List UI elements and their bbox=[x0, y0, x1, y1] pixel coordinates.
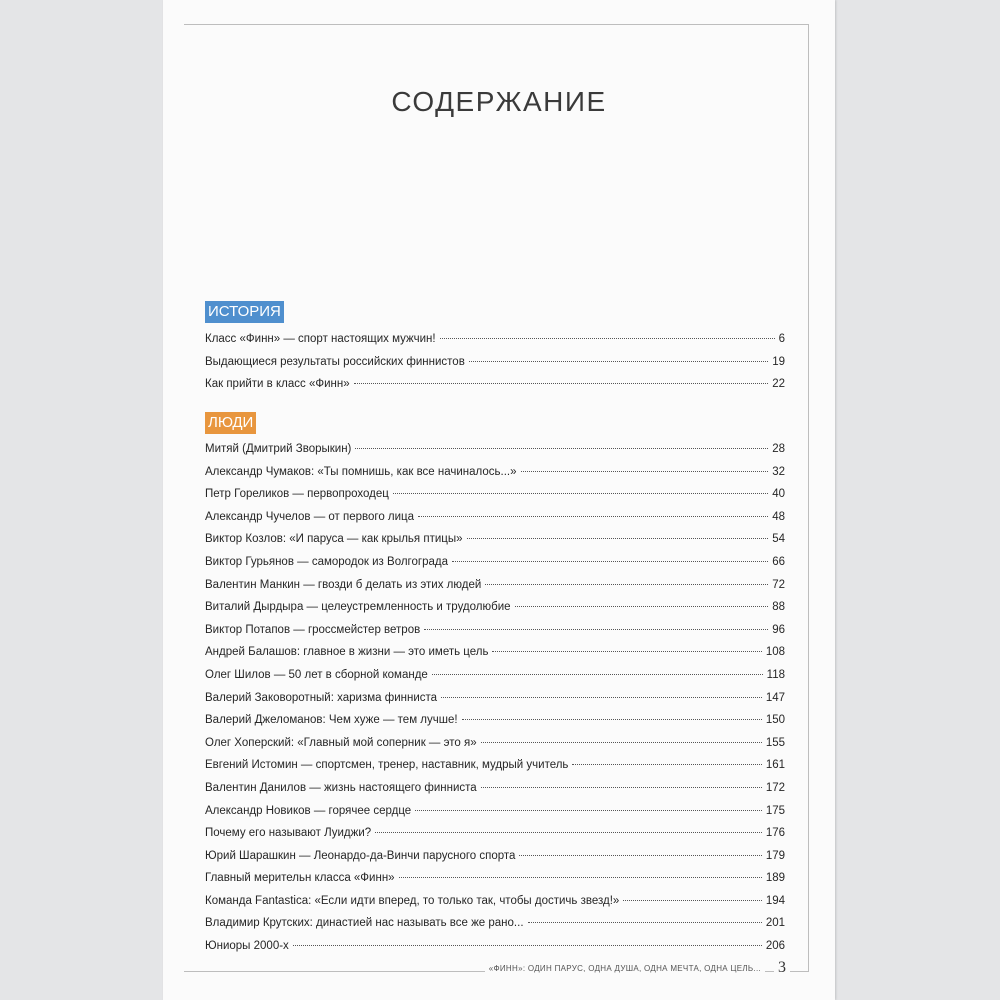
toc-entry bbox=[205, 872, 785, 895]
toc-entry bbox=[205, 782, 785, 805]
toc-entry-title: Александр Чучелов — от первого лица bbox=[205, 510, 415, 523]
book-page bbox=[163, 0, 835, 1000]
dot-leader bbox=[467, 538, 769, 539]
dot-leader bbox=[515, 606, 769, 607]
dot-leader bbox=[481, 742, 762, 743]
toc-entry-title: Евгений Истомин — спортсмен, тренер, наставник, мудрый учитель bbox=[205, 759, 569, 772]
toc-entry-title: Митяй (Дмитрий Зворыкин) bbox=[205, 443, 352, 455]
toc-entry-page: 19 bbox=[772, 355, 785, 368]
toc-entry bbox=[205, 601, 785, 624]
footer-running-title: «ФИНН»: ОДИН ПАРУС, ОДНА ДУША, ОДНА МЕЧТА, ОДНА ЦЕЛЬ... bbox=[485, 964, 765, 973]
toc-entry bbox=[205, 940, 785, 963]
toc-entry-title: Андрей Балашов: главное в жизни — это иметь цель bbox=[205, 646, 489, 659]
dot-leader bbox=[355, 448, 768, 449]
dot-leader bbox=[432, 674, 763, 675]
dot-leader bbox=[492, 651, 761, 652]
toc-entry bbox=[205, 624, 785, 647]
toc-entry-page: 118 bbox=[766, 668, 785, 681]
dot-leader bbox=[623, 900, 761, 901]
toc-entry bbox=[205, 850, 785, 873]
toc-entry-page: 88 bbox=[772, 601, 785, 614]
toc-entry-title: Команда Fantastica: «Если идти вперед, то только так, чтобы достичь звезд!» bbox=[205, 894, 620, 907]
toc-entry-title: Валентин Манкин — гвозди б делать из этих людей bbox=[205, 578, 482, 591]
toc-entry bbox=[205, 669, 785, 692]
toc-entry-page: 206 bbox=[765, 940, 785, 953]
toc-entry-title: Виктор Гурьянов — самородок из Волгограда bbox=[205, 555, 448, 568]
toc-list-people bbox=[205, 443, 785, 963]
dot-leader bbox=[572, 764, 761, 765]
toc-entry-title: Валерий Джеломанов: Чем хуже — тем лучше! bbox=[205, 714, 458, 727]
dot-leader bbox=[441, 697, 762, 698]
toc-entry-page: 201 bbox=[765, 917, 785, 930]
toc-entry-page: 179 bbox=[765, 849, 785, 862]
toc-entry bbox=[205, 443, 785, 466]
toc-entry-title: Петр Гореликов — первопроходец bbox=[205, 488, 389, 501]
toc-entry bbox=[205, 827, 785, 850]
page-number: 3 bbox=[774, 959, 790, 977]
toc-entry-title: Олег Шилов — 50 лет в сборной команде bbox=[205, 668, 428, 681]
dot-leader bbox=[393, 493, 768, 494]
toc-entry-title: Юрий Шарашкин — Леонардо-да-Винчи парусного спорта bbox=[205, 849, 516, 862]
toc-entry-title: Юниоры 2000-х bbox=[205, 940, 289, 953]
toc-entry-title: Почему его называют Луиджи? bbox=[205, 827, 372, 840]
toc-entry-page: 32 bbox=[772, 465, 785, 478]
toc-entry bbox=[205, 356, 785, 379]
toc-entry-page: 155 bbox=[765, 736, 785, 749]
dot-leader bbox=[354, 383, 769, 384]
toc-entry-title: Валентин Данилов — жизнь настоящего финниста bbox=[205, 781, 477, 794]
toc-entry bbox=[205, 556, 785, 579]
toc-entry-page: 108 bbox=[765, 646, 785, 659]
dot-leader bbox=[440, 338, 775, 339]
dot-leader bbox=[452, 561, 768, 562]
toc-entry-title: Виктор Козлов: «И паруса — как крылья птицы» bbox=[205, 533, 463, 546]
toc-entry-title: Как прийти в класс «Финн» bbox=[205, 378, 350, 391]
toc-entry bbox=[205, 895, 785, 918]
toc-entry-page: 22 bbox=[772, 378, 785, 391]
section-label-history: ИСТОРИЯ bbox=[205, 301, 284, 323]
toc-entry-page: 66 bbox=[772, 555, 785, 568]
toc-entry bbox=[205, 737, 785, 760]
dot-leader bbox=[519, 855, 761, 856]
toc-entry-page: 96 bbox=[772, 623, 785, 636]
toc-entry-title: Главный мерительн класса «Финн» bbox=[205, 872, 395, 885]
page-footer bbox=[163, 959, 835, 979]
toc-entry-title: Олег Хоперский: «Главный мой соперник — это я» bbox=[205, 736, 477, 749]
dot-leader bbox=[481, 787, 762, 788]
toc-entry-page: 28 bbox=[772, 443, 785, 455]
page-title: СОДЕРЖАНИЕ bbox=[391, 86, 607, 117]
toc-entry bbox=[205, 692, 785, 715]
dot-leader bbox=[462, 719, 762, 720]
toc-entry bbox=[205, 579, 785, 602]
dot-leader bbox=[375, 832, 762, 833]
dot-leader bbox=[424, 629, 768, 630]
toc-entry bbox=[205, 378, 785, 401]
dot-leader bbox=[415, 810, 762, 811]
toc-entry-page: 172 bbox=[765, 781, 785, 794]
toc-list-history bbox=[205, 333, 785, 401]
toc-entry-title: Класс «Финн» — спорт настоящих мужчин! bbox=[205, 333, 436, 345]
dot-leader bbox=[469, 361, 768, 362]
dot-leader bbox=[528, 922, 762, 923]
dot-leader bbox=[293, 945, 762, 946]
dot-leader bbox=[418, 516, 768, 517]
dot-leader bbox=[399, 877, 762, 878]
toc-entry bbox=[205, 511, 785, 534]
toc-entry-page: 176 bbox=[765, 827, 785, 840]
toc-entry bbox=[205, 466, 785, 489]
toc-entry-title: Виталий Дырдыра — целеустремленность и трудолюбие bbox=[205, 601, 511, 614]
toc-entry bbox=[205, 714, 785, 737]
toc-entry bbox=[205, 759, 785, 782]
toc-entry-title: Александр Новиков — горячее сердце bbox=[205, 804, 412, 817]
toc-entry bbox=[205, 646, 785, 669]
toc-entry bbox=[205, 333, 785, 356]
toc-entry-title: Александр Чумаков: «Ты помнишь, как все начиналось...» bbox=[205, 465, 517, 478]
toc-entry bbox=[205, 488, 785, 511]
toc-entry-page: 194 bbox=[765, 894, 785, 907]
toc-entry-title: Виктор Потапов — гроссмейстер ветров bbox=[205, 623, 421, 636]
dot-leader bbox=[521, 471, 769, 472]
toc-entry-title: Выдающиеся результаты российских финнистов bbox=[205, 355, 465, 368]
section-label-people: ЛЮДИ bbox=[205, 412, 256, 434]
toc-entry-page: 189 bbox=[765, 872, 785, 885]
toc-entry bbox=[205, 917, 785, 940]
toc-entry-page: 175 bbox=[765, 804, 785, 817]
toc-entry bbox=[205, 533, 785, 556]
toc-entry-page: 6 bbox=[778, 333, 785, 345]
toc-entry bbox=[205, 805, 785, 828]
toc-entry-page: 48 bbox=[772, 510, 785, 523]
toc-entry-title: Владимир Крутских: династией нас называть все же рано... bbox=[205, 917, 524, 930]
toc-entry-page: 150 bbox=[765, 714, 785, 727]
toc-entry-page: 40 bbox=[772, 488, 785, 501]
toc-entry-page: 72 bbox=[772, 578, 785, 591]
toc-entry-title: Валерий Заковоротный: харизма финниста bbox=[205, 691, 438, 704]
toc-entry-page: 147 bbox=[765, 691, 785, 704]
toc-entry-page: 54 bbox=[772, 533, 785, 546]
dot-leader bbox=[485, 584, 768, 585]
toc-entry-page: 161 bbox=[765, 759, 785, 772]
